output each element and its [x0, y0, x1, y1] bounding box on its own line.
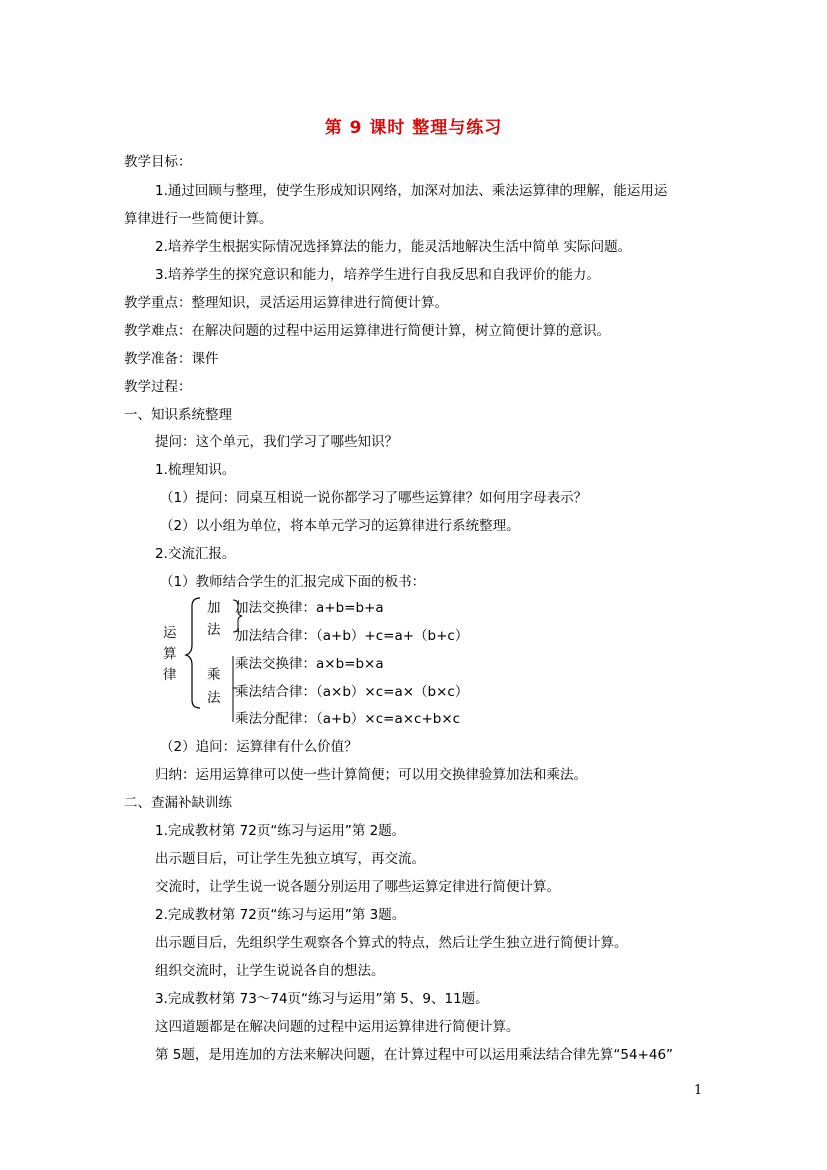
mul-group-char-2: 法 [207, 690, 221, 706]
preparation: 教学准备：课件 [124, 351, 219, 367]
objectives-heading: 教学目标： [124, 154, 192, 170]
add-group-char-2: 法 [207, 622, 221, 638]
section-1-heading: 一、知识系统整理 [124, 407, 232, 423]
objective-2: 2.培养学生根据实际情况选择算法的能力，能灵活地解决生活中简单 实际问题。 [155, 239, 632, 255]
step-1-1: （1）提问：同桌互相说一说你都学习了哪些运算律？如何用字母表示？ [160, 490, 588, 506]
rule-mul-distributive: 乘法分配律：（a+b）×c=a×c+b×c [235, 711, 461, 727]
root-char-2: 算 [163, 646, 177, 662]
root-char-3: 律 [163, 667, 177, 683]
exercise-1: 1.完成教材第 72页“练习与运用”第 2题。 [155, 823, 406, 839]
summary: 归纳：运用运算律可以使一些计算简便；可以用交换律验算加法和乘法。 [155, 767, 587, 783]
process-heading: 教学过程： [124, 379, 192, 395]
section-2-heading: 二、查漏补缺训练 [124, 795, 232, 811]
exercise-2-note-1: 出示题目后，先组织学生观察各个算式的特点，然后让学生独立进行简便计算。 [155, 935, 628, 951]
exercise-3: 3.完成教材第 73～74页“练习与运用”第 5、9、11题。 [155, 991, 489, 1007]
rule-add-associative: 加法结合律：（a+b）+c=a+（b+c） [235, 628, 469, 644]
exercise-1-note-2: 交流时，让学生说一说各题分别运用了哪些运算定律进行简便计算。 [155, 879, 560, 895]
exercise-2: 2.完成教材第 72页“练习与运用”第 3题。 [155, 907, 406, 923]
step-1: 1.梳理知识。 [155, 462, 236, 478]
difficult-points: 教学难点：在解决问题的过程中运用运算律进行简便计算，树立简便计算的意识。 [124, 323, 610, 339]
exercise-1-note-1: 出示题目后，可让学生先独立填写，再交流。 [155, 851, 425, 867]
exercise-2-note-2: 组织交流时，让学生说说各自的想法。 [155, 963, 385, 979]
page-title: 第 9 课时 整理与练习 [324, 118, 503, 138]
root-char-1: 运 [163, 625, 177, 641]
objective-1-cont: 算律进行一些简便计算。 [124, 211, 273, 227]
step-1-2: （2）以小组为单位，将本单元学习的运算律进行系统整理。 [160, 518, 520, 534]
objective-3: 3.培养学生的探究意识和能力，培养学生进行自我反思和自我评价的能力。 [155, 267, 600, 283]
add-group-char-1: 加 [207, 600, 221, 616]
followup-question: （2）追问：运算律有什么价值？ [160, 739, 358, 755]
page-number: 1 [694, 1083, 703, 1098]
question-line: 提问：这个单元，我们学习了哪些知识？ [155, 434, 398, 450]
rule-mul-commutative: 乘法交换律：a×b=b×a [235, 656, 384, 672]
step-2-1: （1）教师结合学生的汇报完成下面的板书： [160, 574, 426, 590]
key-points: 教学重点：整理知识，灵活运用运算律进行简便计算。 [124, 295, 448, 311]
rule-mul-associative: 乘法结合律：（a×b）×c=a×（b×c） [235, 684, 469, 700]
exercise-3-note-1: 这四道题都是在解决问题的过程中运用运算律进行简便计算。 [155, 1019, 520, 1035]
outer-brace [186, 598, 200, 708]
objective-1: 1.通过回顾与整理，使学生形成知识网络，加深对加法、乘法运算律的理解，能运用运 [155, 183, 668, 199]
mul-group-char-1: 乘 [207, 667, 221, 683]
exercise-3-note-2: 第 5题，是用连加的方法来解决问题，在计算过程中可以运用乘法结合律先算“54+46” [155, 1047, 674, 1063]
rule-add-commutative: 加法交换律：a+b=b+a [235, 600, 384, 616]
step-2: 2.交流汇报。 [155, 546, 236, 562]
